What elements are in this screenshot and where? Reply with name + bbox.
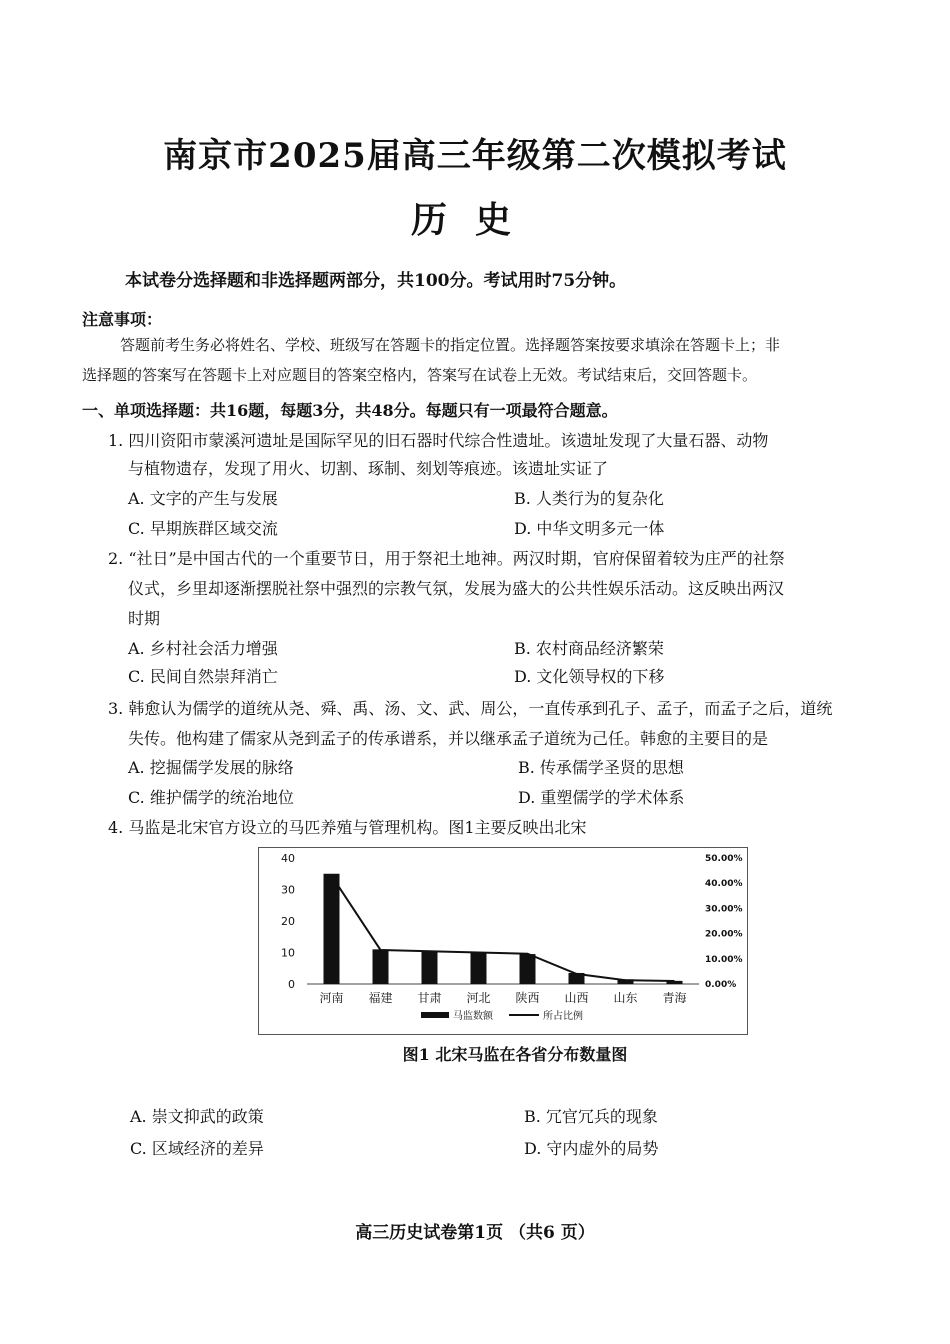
question-1-stem-1: 1. 四川资阳市蒙溪河遗址是国际罕见的旧石器时代综合性遗址。该遗址发现了大量石器、动物	[108, 431, 769, 450]
y-right-tick-label: 40.00%	[705, 879, 743, 890]
figure-1-caption: 图1 北宋马监在各省分布数量图	[402, 1045, 628, 1064]
question-4-option-b: B. 冗官冗兵的现象	[524, 1107, 658, 1126]
section-heading: 一、单项选择题：共16题，每题3分，共48分。每题只有一项最符合题意。	[82, 401, 618, 420]
bar-福建	[373, 949, 389, 984]
bar-甘肃	[422, 951, 438, 984]
y-right-tick-label: 20.00%	[705, 929, 743, 940]
question-1-stem-2: 与植物遗存，发现了用火、切割、琢制、刻划等痕迹。该遗址实证了	[128, 459, 609, 478]
question-2-stem-1: 2. “社日”是中国古代的一个重要节日，用于祭祀土地神。两汉时期，官府保留着较为庄严的社祭	[108, 549, 785, 568]
question-4-option-a: A. 崇文抑武的政策	[130, 1107, 264, 1126]
x-tick-label: 福建	[368, 991, 393, 1005]
bar-陕西	[520, 954, 536, 984]
exam-title: 南京市2025届高三年级第二次模拟考试	[163, 136, 787, 176]
y-right-tick-label: 0.00%	[705, 980, 737, 990]
question-3-option-c: C. 维护儒学的统治地位	[128, 788, 294, 807]
x-tick-label: 山东	[613, 991, 638, 1005]
question-3-stem-2: 失传。他构建了儒家从尧到孟子的传承谱系，并以继承孟子道统为己任。韩愈的主要目的是	[128, 729, 769, 748]
question-3-stem-1: 3. 韩愈认为儒学的道统从尧、舜、禹、汤、文、武、周公，一直传承到孔子、孟子，而孟子之后，道统	[108, 699, 833, 718]
y-left-tick-label: 30	[281, 883, 295, 897]
y-left-tick-label: 0	[288, 978, 295, 991]
figure-1-chart-frame	[258, 847, 748, 1035]
x-tick-label: 青海	[662, 991, 687, 1005]
x-tick-label: 山西	[564, 991, 589, 1005]
question-4-option-c: C. 区域经济的差异	[130, 1139, 264, 1158]
y-right-tick-label: 50.00%	[705, 854, 743, 864]
exam-intro: 本试卷分选择题和非选择题两部分，共100分。考试用时75分钟。	[125, 271, 627, 291]
page-footer: 高三历史试卷第1页 （共6 页）	[355, 1223, 595, 1243]
question-2-option-b: B. 农村商品经济繁荣	[514, 639, 664, 658]
legend-bar-swatch	[421, 1012, 449, 1018]
bar-河南	[324, 874, 340, 984]
question-2-option-d: D. 文化领导权的下移	[514, 667, 665, 686]
question-2-option-c: C. 民间自然崇拜消亡	[128, 667, 278, 686]
question-3-option-a: A. 挖掘儒学发展的脉络	[128, 758, 294, 777]
notice-heading: 注意事项：	[82, 310, 163, 329]
question-2-stem-3: 时期	[128, 609, 161, 628]
legend-bar-label: 马监数额	[453, 1011, 493, 1022]
question-2-option-a: A. 乡村社会活力增强	[128, 639, 278, 658]
x-tick-label: 甘肃	[417, 991, 442, 1005]
y-right-tick-label: 10.00%	[705, 954, 743, 965]
question-3-option-d: D. 重塑儒学的学术体系	[518, 788, 685, 807]
y-left-tick-label: 20	[281, 915, 295, 928]
notice-line-2: 选择题的答案写在答题卡上对应题目的答案空格内，答案写在试卷上无效。考试结束后，交回答题卡。	[82, 366, 758, 384]
y-left-tick-label: 40	[281, 852, 295, 865]
question-4-option-d: D. 守内虚外的局势	[524, 1139, 659, 1158]
question-3-option-b: B. 传承儒学圣贤的思想	[518, 758, 684, 777]
legend-line-label: 所占比例	[543, 1011, 583, 1022]
question-1-option-d: D. 中华文明多元一体	[514, 519, 665, 538]
y-left-tick-label: 10	[281, 946, 295, 960]
question-1-option-b: B. 人类行为的复杂化	[514, 489, 664, 508]
figure-1-chart	[259, 848, 747, 1034]
subject-title: 历史	[410, 199, 539, 241]
x-tick-label: 陕西	[515, 991, 540, 1005]
question-4-stem-1: 4. 马监是北宋官方设立的马匹养殖与管理机构。图1主要反映出北宋	[108, 818, 587, 837]
question-1-option-c: C. 早期族群区域交流	[128, 519, 278, 538]
y-right-tick-label: 30.00%	[705, 904, 743, 915]
bar-河北	[471, 953, 487, 985]
notice-line-1: 答题前考生务必将姓名、学校、班级写在答题卡的指定位置。选择题答案按要求填涂在答题卡上；非	[120, 336, 781, 354]
question-1-option-a: A. 文字的产生与发展	[128, 489, 278, 508]
x-tick-label: 河北	[466, 991, 491, 1005]
question-2-stem-2: 仪式，乡里却逐渐摆脱社祭中强烈的宗教气氛，发展为盛大的公共性娱乐活动。这反映出两汉	[128, 579, 785, 598]
x-tick-label: 河南	[319, 991, 344, 1005]
